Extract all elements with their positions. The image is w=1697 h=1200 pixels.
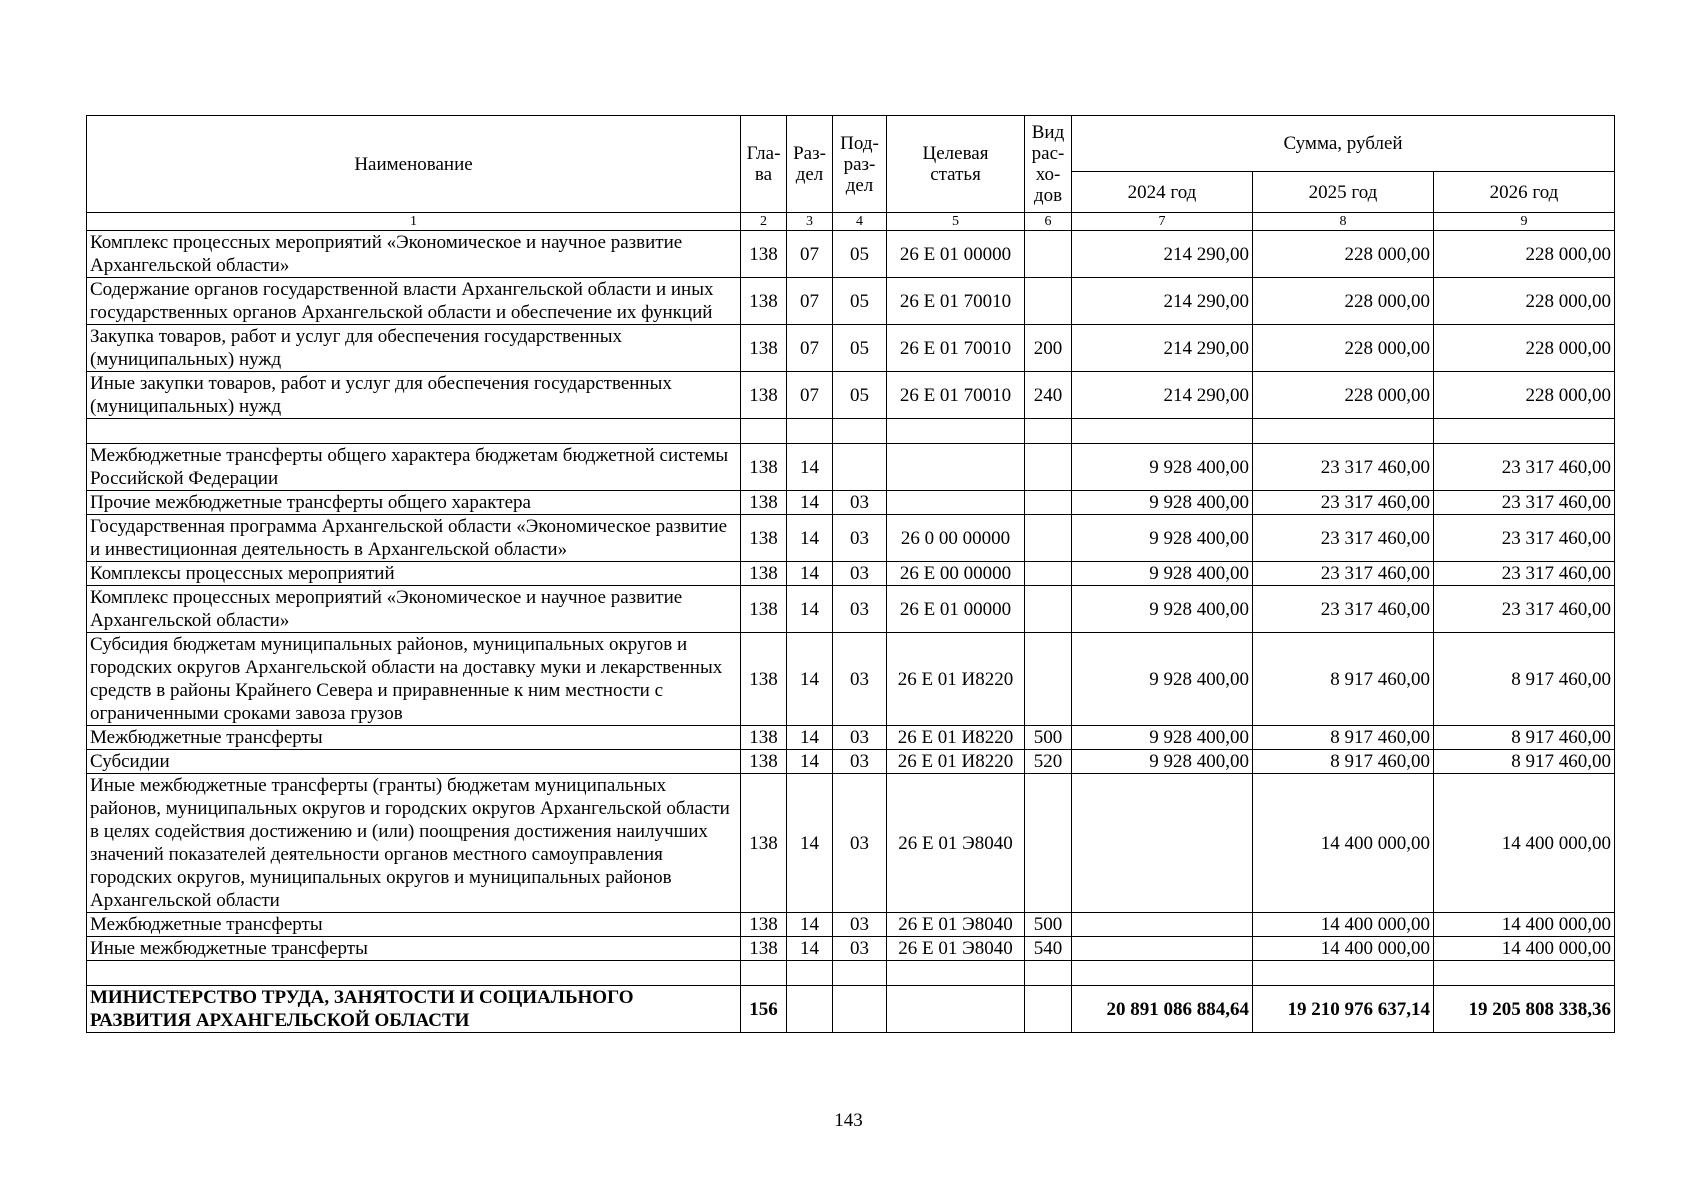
row-sum-2026: 23 317 460,00 xyxy=(1434,491,1615,515)
row-podrazdel: 05 xyxy=(833,278,887,325)
header-razdel: Раз- дел xyxy=(787,116,833,213)
row-razdel: 14 xyxy=(787,726,833,750)
row-statya: 26 Е 01 00000 xyxy=(887,586,1025,633)
row-glava: 156 xyxy=(741,986,787,1033)
row-name: МИНИСТЕРСТВО ТРУДА, ЗАНЯТОСТИ И СОЦИАЛЬНОГО РАЗВИТИЯ АРХАНГЕЛЬСКОЙ ОБЛАСТИ xyxy=(87,986,741,1033)
row-glava: 138 xyxy=(741,325,787,372)
row-podrazdel: 03 xyxy=(833,913,887,937)
row-sum-2024 xyxy=(1072,419,1253,444)
row-name: Межбюджетные трансферты xyxy=(87,913,741,937)
table-row xyxy=(87,515,1615,562)
row-name: Прочие межбюджетные трансферты общего характера xyxy=(87,491,741,515)
budget-table xyxy=(86,115,1615,1033)
row-vid: 500 xyxy=(1025,913,1072,937)
row-sum-2026: 8 917 460,00 xyxy=(1434,750,1615,774)
row-vid xyxy=(1025,633,1072,726)
row-sum-2025: 14 400 000,00 xyxy=(1253,937,1434,961)
row-statya xyxy=(887,986,1025,1033)
row-podrazdel: 05 xyxy=(833,372,887,419)
row-glava: 138 xyxy=(741,913,787,937)
row-podrazdel: 03 xyxy=(833,726,887,750)
row-statya xyxy=(887,961,1025,986)
row-razdel: 07 xyxy=(787,278,833,325)
table-row xyxy=(87,325,1615,372)
header-vid: Вид рас- хо- дов xyxy=(1025,116,1072,213)
row-podrazdel xyxy=(833,444,887,491)
row-podrazdel: 03 xyxy=(833,515,887,562)
row-podrazdel: 03 xyxy=(833,633,887,726)
row-razdel: 14 xyxy=(787,444,833,491)
row-glava: 138 xyxy=(741,278,787,325)
row-sum-2025: 8 917 460,00 xyxy=(1253,726,1434,750)
blank-row xyxy=(87,961,1615,986)
table-row xyxy=(87,278,1615,325)
table-row xyxy=(87,774,1615,913)
row-statya: 26 Е 01 И8220 xyxy=(887,726,1025,750)
row-vid xyxy=(1025,444,1072,491)
row-name: Закупка товаров, работ и услуг для обеспечения государственных (муниципальных) нужд xyxy=(87,325,741,372)
row-sum-2025 xyxy=(1253,419,1434,444)
row-razdel: 14 xyxy=(787,633,833,726)
row-vid xyxy=(1025,419,1072,444)
row-vid xyxy=(1025,961,1072,986)
col-number: 2 xyxy=(741,213,787,231)
row-sum-2026: 228 000,00 xyxy=(1434,231,1615,278)
row-sum-2026: 23 317 460,00 xyxy=(1434,586,1615,633)
row-glava: 138 xyxy=(741,444,787,491)
row-statya: 26 Е 01 И8220 xyxy=(887,633,1025,726)
col-number: 1 xyxy=(87,213,741,231)
row-razdel: 14 xyxy=(787,491,833,515)
header-year-2024: 2024 год xyxy=(1072,172,1253,213)
row-podrazdel: 03 xyxy=(833,937,887,961)
col-number: 6 xyxy=(1025,213,1072,231)
row-sum-2026: 228 000,00 xyxy=(1434,278,1615,325)
row-vid xyxy=(1025,774,1072,913)
total-row xyxy=(87,986,1615,1033)
row-sum-2026: 14 400 000,00 xyxy=(1434,913,1615,937)
row-glava: 138 xyxy=(741,750,787,774)
row-razdel: 14 xyxy=(787,937,833,961)
row-name: Комплексы процессных мероприятий xyxy=(87,562,741,586)
row-sum-2025: 8 917 460,00 xyxy=(1253,633,1434,726)
table-row xyxy=(87,562,1615,586)
header-summa: Сумма, рублей xyxy=(1072,116,1615,172)
col-number: 4 xyxy=(833,213,887,231)
row-name: Субсидия бюджетам муниципальных районов, муниципальных округов и городских округов Архангельской области на доставку муки и лекарственных средств в районы Крайнего Севера и приравненные к ним местности с ограниченными сроками завоза грузов xyxy=(87,633,741,726)
row-sum-2026: 8 917 460,00 xyxy=(1434,633,1615,726)
table-row xyxy=(87,586,1615,633)
row-glava: 138 xyxy=(741,937,787,961)
row-sum-2026: 14 400 000,00 xyxy=(1434,937,1615,961)
row-vid xyxy=(1025,586,1072,633)
row-glava: 138 xyxy=(741,633,787,726)
row-podrazdel xyxy=(833,986,887,1033)
table-row xyxy=(87,444,1615,491)
row-statya: 26 Е 01 И8220 xyxy=(887,750,1025,774)
row-name: Субсидии xyxy=(87,750,741,774)
col-number: 8 xyxy=(1253,213,1434,231)
row-name xyxy=(87,419,741,444)
row-razdel: 14 xyxy=(787,774,833,913)
row-sum-2024: 9 928 400,00 xyxy=(1072,726,1253,750)
row-vid xyxy=(1025,231,1072,278)
header-year-2026: 2026 год xyxy=(1434,172,1615,213)
row-sum-2025 xyxy=(1253,961,1434,986)
row-podrazdel: 03 xyxy=(833,774,887,913)
row-statya: 26 Е 01 70010 xyxy=(887,372,1025,419)
row-statya: 26 Е 01 70010 xyxy=(887,278,1025,325)
table-row xyxy=(87,913,1615,937)
row-sum-2024: 9 928 400,00 xyxy=(1072,750,1253,774)
row-razdel: 14 xyxy=(787,515,833,562)
row-name: Иные межбюджетные трансферты xyxy=(87,937,741,961)
row-vid xyxy=(1025,986,1072,1033)
row-glava: 138 xyxy=(741,726,787,750)
header-glava: Гла- ва xyxy=(741,116,787,213)
col-number: 7 xyxy=(1072,213,1253,231)
row-sum-2024: 9 928 400,00 xyxy=(1072,444,1253,491)
row-podrazdel: 03 xyxy=(833,586,887,633)
row-glava: 138 xyxy=(741,562,787,586)
row-statya xyxy=(887,444,1025,491)
row-razdel xyxy=(787,961,833,986)
row-statya: 26 Е 01 00000 xyxy=(887,231,1025,278)
row-name: Межбюджетные трансферты общего характера бюджетам бюджетной системы Российской Федерации xyxy=(87,444,741,491)
row-sum-2025: 23 317 460,00 xyxy=(1253,562,1434,586)
row-vid: 540 xyxy=(1025,937,1072,961)
row-glava: 138 xyxy=(741,586,787,633)
row-sum-2024: 9 928 400,00 xyxy=(1072,491,1253,515)
row-statya: 26 Е 00 00000 xyxy=(887,562,1025,586)
table-row xyxy=(87,231,1615,278)
row-razdel: 14 xyxy=(787,750,833,774)
table-row xyxy=(87,750,1615,774)
row-podrazdel xyxy=(833,961,887,986)
row-name: Иные межбюджетные трансферты (гранты) бюджетам муниципальных районов, муниципальных округов и городских округов Архангельской области в целях содействия достижению и (или) поощрения достижения наилучших значений показателей деятельности органов местного самоуправления городских округов, муниципальных округов и муниципальных районов Архангельской области xyxy=(87,774,741,913)
table-row xyxy=(87,726,1615,750)
row-statya: 26 0 00 00000 xyxy=(887,515,1025,562)
row-podrazdel: 05 xyxy=(833,325,887,372)
row-podrazdel: 03 xyxy=(833,750,887,774)
row-sum-2024: 214 290,00 xyxy=(1072,231,1253,278)
header-statya: Целевая статья xyxy=(887,116,1025,213)
row-podrazdel: 05 xyxy=(833,231,887,278)
row-sum-2024: 9 928 400,00 xyxy=(1072,515,1253,562)
row-glava: 138 xyxy=(741,774,787,913)
header-podrazdel: Под- раз- дел xyxy=(833,116,887,213)
row-vid: 500 xyxy=(1025,726,1072,750)
row-sum-2025: 23 317 460,00 xyxy=(1253,515,1434,562)
row-sum-2024: 214 290,00 xyxy=(1072,325,1253,372)
row-podrazdel xyxy=(833,419,887,444)
row-vid xyxy=(1025,491,1072,515)
row-sum-2025: 8 917 460,00 xyxy=(1253,750,1434,774)
row-razdel: 07 xyxy=(787,325,833,372)
row-sum-2026: 19 205 808 338,36 xyxy=(1434,986,1615,1033)
row-sum-2025: 23 317 460,00 xyxy=(1253,444,1434,491)
row-statya: 26 Е 01 Э8040 xyxy=(887,913,1025,937)
col-number: 9 xyxy=(1434,213,1615,231)
row-name: Комплекс процессных мероприятий «Экономическое и научное развитие Архангельской области» xyxy=(87,231,741,278)
header-year-2025: 2025 год xyxy=(1253,172,1434,213)
row-name: Межбюджетные трансферты xyxy=(87,726,741,750)
row-sum-2025: 228 000,00 xyxy=(1253,372,1434,419)
row-glava: 138 xyxy=(741,491,787,515)
row-name: Содержание органов государственной власти Архангельской области и иных государственных органов Архангельской области и обеспечение их функций xyxy=(87,278,741,325)
row-sum-2025: 14 400 000,00 xyxy=(1253,913,1434,937)
row-sum-2025: 19 210 976 637,14 xyxy=(1253,986,1434,1033)
row-sum-2026: 8 917 460,00 xyxy=(1434,726,1615,750)
row-razdel: 14 xyxy=(787,913,833,937)
row-sum-2025: 23 317 460,00 xyxy=(1253,586,1434,633)
row-vid: 200 xyxy=(1025,325,1072,372)
col-number: 5 xyxy=(887,213,1025,231)
page-number: 143 xyxy=(834,1110,863,1131)
header-row-top xyxy=(87,116,1615,172)
row-sum-2026: 23 317 460,00 xyxy=(1434,515,1615,562)
row-name: Иные закупки товаров, работ и услуг для обеспечения государственных (муниципальных) нужд xyxy=(87,372,741,419)
blank-row xyxy=(87,419,1615,444)
row-sum-2026: 228 000,00 xyxy=(1434,372,1615,419)
table-row xyxy=(87,633,1615,726)
row-sum-2024: 214 290,00 xyxy=(1072,278,1253,325)
row-glava xyxy=(741,419,787,444)
row-sum-2025: 228 000,00 xyxy=(1253,278,1434,325)
row-vid xyxy=(1025,278,1072,325)
row-podrazdel: 03 xyxy=(833,491,887,515)
row-sum-2025: 14 400 000,00 xyxy=(1253,774,1434,913)
row-statya: 26 Е 01 Э8040 xyxy=(887,937,1025,961)
row-name xyxy=(87,961,741,986)
row-statya xyxy=(887,419,1025,444)
row-razdel: 14 xyxy=(787,562,833,586)
row-statya: 26 Е 01 Э8040 xyxy=(887,774,1025,913)
table-row xyxy=(87,937,1615,961)
row-statya xyxy=(887,491,1025,515)
row-name: Комплекс процессных мероприятий «Экономическое и научное развитие Архангельской области» xyxy=(87,586,741,633)
row-glava: 138 xyxy=(741,372,787,419)
row-statya: 26 Е 01 70010 xyxy=(887,325,1025,372)
row-sum-2026 xyxy=(1434,419,1615,444)
table-row xyxy=(87,372,1615,419)
row-vid: 240 xyxy=(1025,372,1072,419)
row-sum-2026: 14 400 000,00 xyxy=(1434,774,1615,913)
row-sum-2024: 20 891 086 884,64 xyxy=(1072,986,1253,1033)
row-sum-2024: 214 290,00 xyxy=(1072,372,1253,419)
col-number: 3 xyxy=(787,213,833,231)
row-razdel xyxy=(787,986,833,1033)
header-name: Наименование xyxy=(87,116,741,213)
row-sum-2025: 23 317 460,00 xyxy=(1253,491,1434,515)
table-row xyxy=(87,491,1615,515)
row-name: Государственная программа Архангельской области «Экономическое развитие и инвестиционная деятельность в Архангельской области» xyxy=(87,515,741,562)
row-podrazdel: 03 xyxy=(833,562,887,586)
row-sum-2024 xyxy=(1072,774,1253,913)
row-sum-2024: 9 928 400,00 xyxy=(1072,633,1253,726)
row-sum-2024 xyxy=(1072,961,1253,986)
row-glava: 138 xyxy=(741,231,787,278)
row-vid xyxy=(1025,562,1072,586)
row-sum-2024: 9 928 400,00 xyxy=(1072,562,1253,586)
row-sum-2026 xyxy=(1434,961,1615,986)
row-glava: 138 xyxy=(741,515,787,562)
row-vid xyxy=(1025,515,1072,562)
row-razdel: 07 xyxy=(787,372,833,419)
row-vid: 520 xyxy=(1025,750,1072,774)
row-sum-2025: 228 000,00 xyxy=(1253,325,1434,372)
row-glava xyxy=(741,961,787,986)
column-number-row xyxy=(87,213,1615,231)
row-sum-2024 xyxy=(1072,937,1253,961)
row-sum-2024: 9 928 400,00 xyxy=(1072,586,1253,633)
row-razdel xyxy=(787,419,833,444)
row-razdel: 14 xyxy=(787,586,833,633)
row-sum-2026: 23 317 460,00 xyxy=(1434,562,1615,586)
row-sum-2026: 23 317 460,00 xyxy=(1434,444,1615,491)
row-sum-2024 xyxy=(1072,913,1253,937)
row-sum-2025: 228 000,00 xyxy=(1253,231,1434,278)
row-razdel: 07 xyxy=(787,231,833,278)
row-sum-2026: 228 000,00 xyxy=(1434,325,1615,372)
